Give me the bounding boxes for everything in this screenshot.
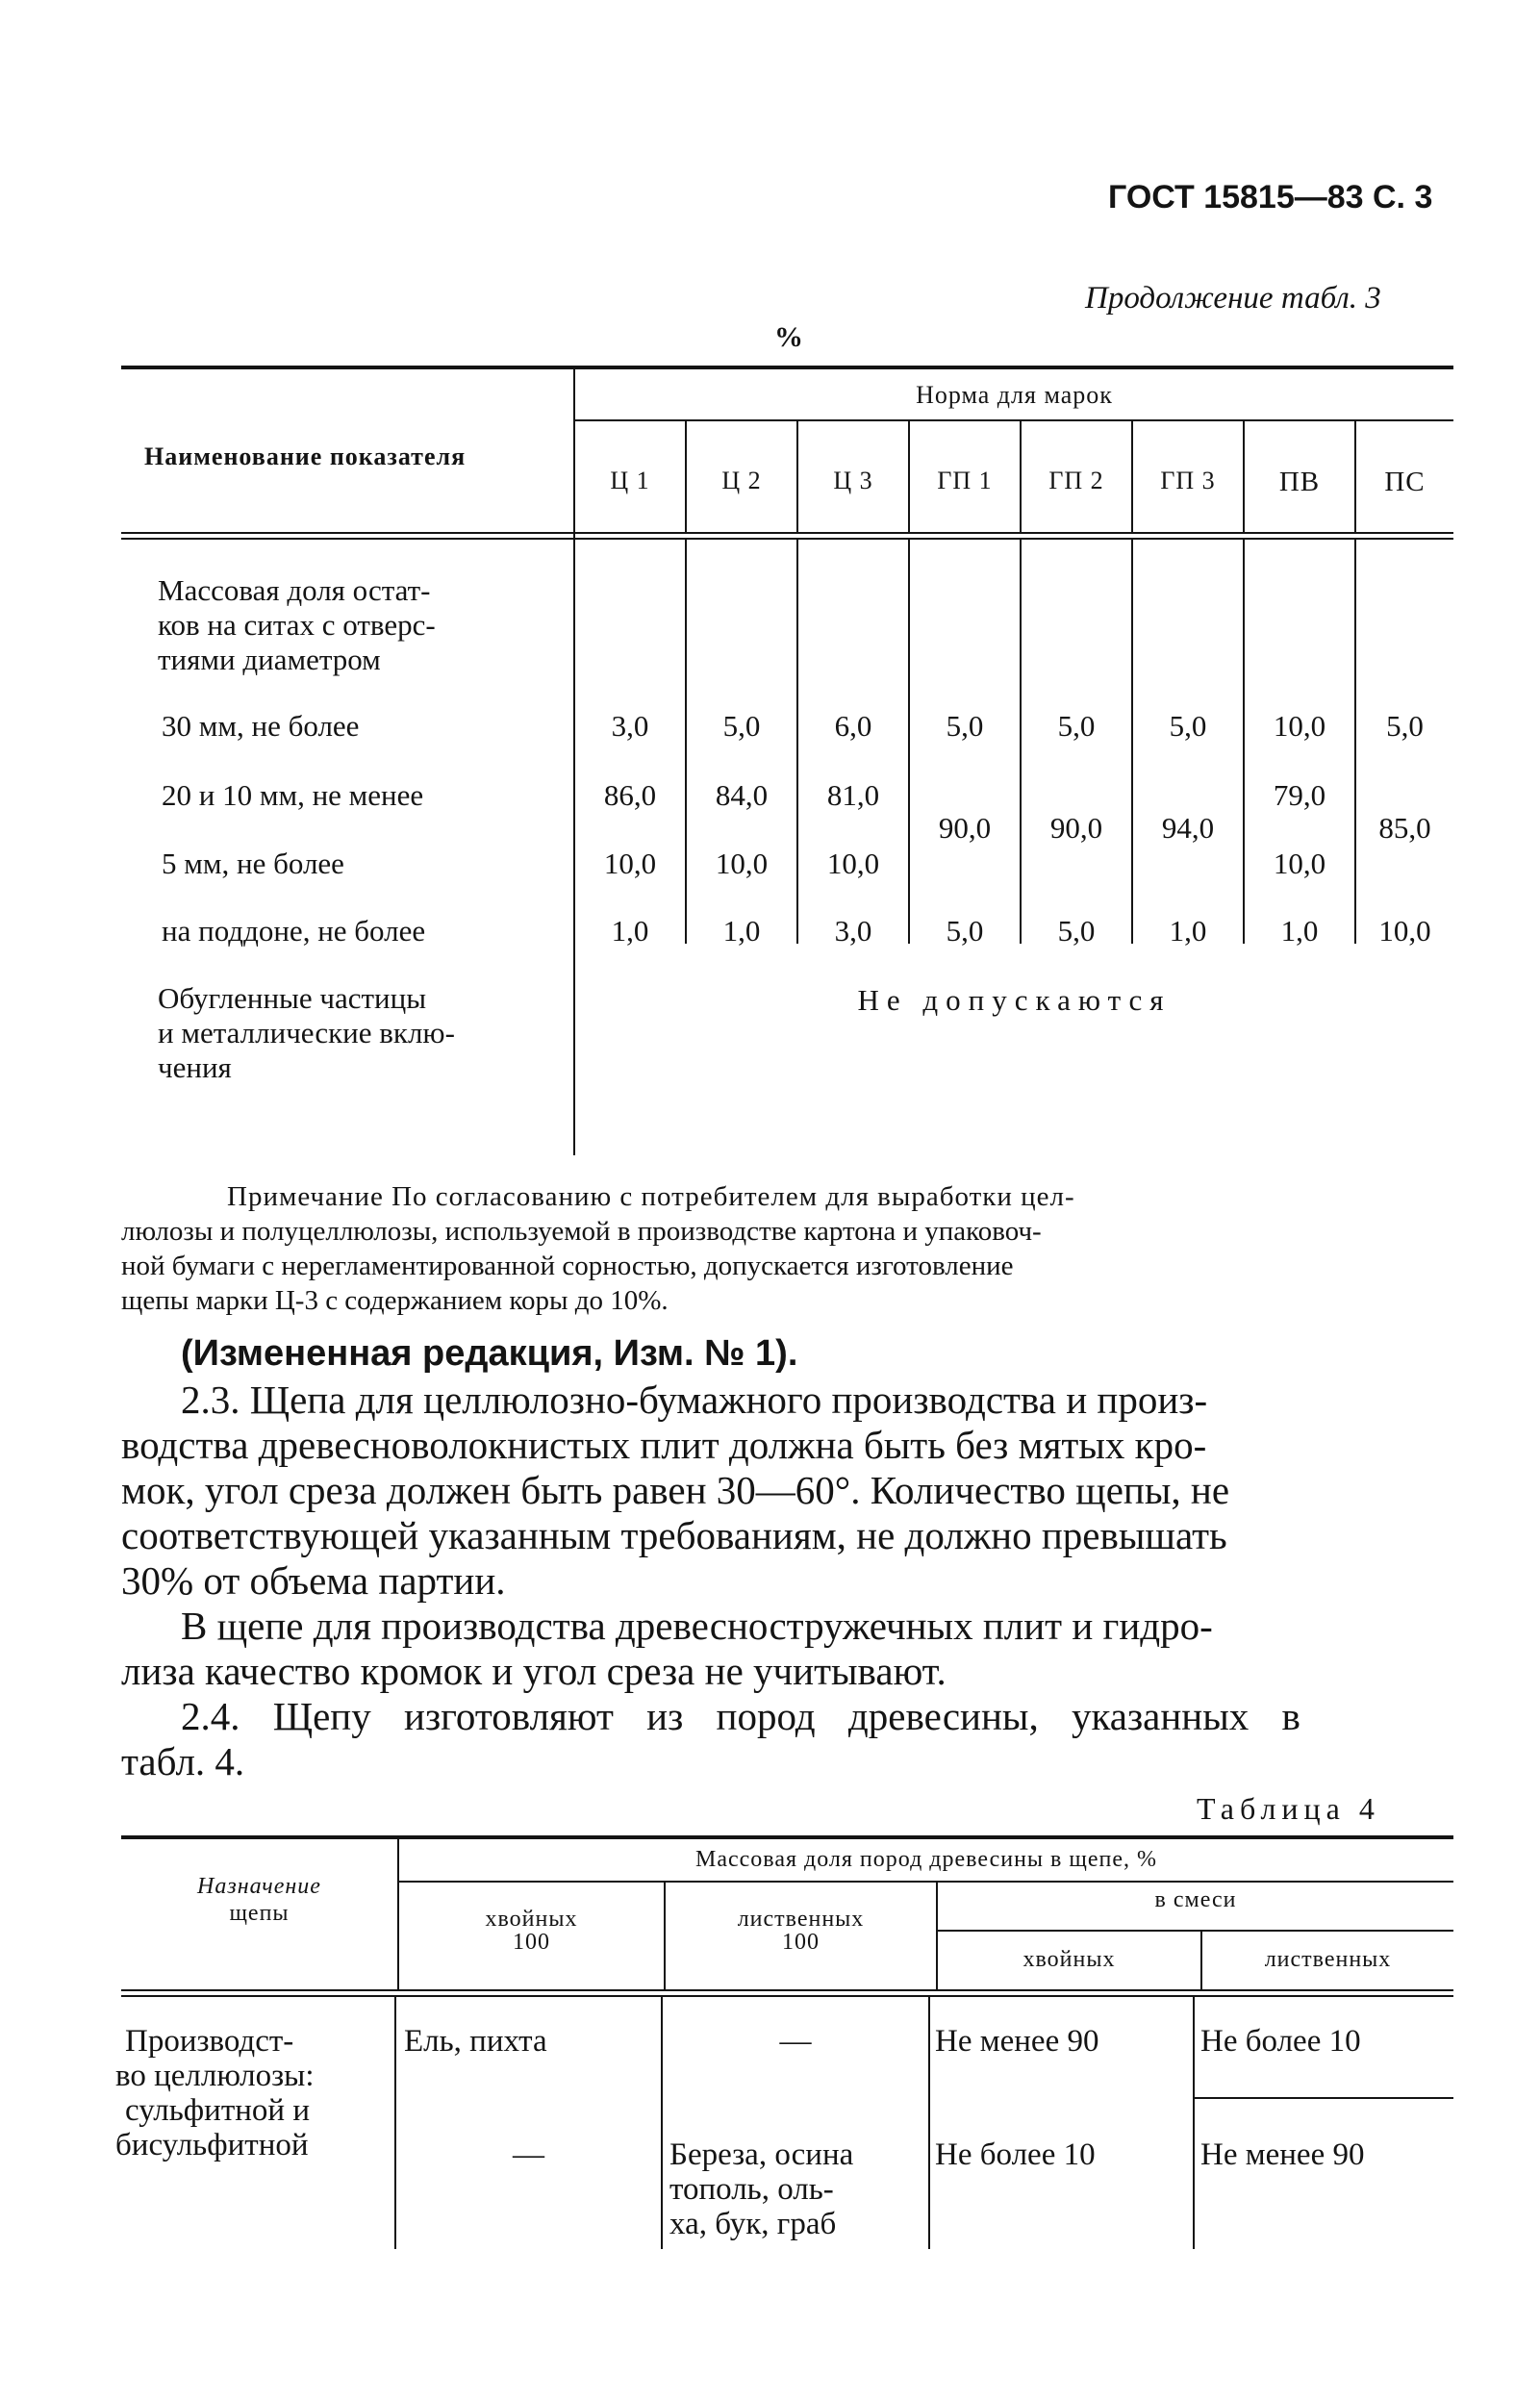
paragraph-line: мок, угол среза должен быть равен 30—60°. Количество щепы, не: [121, 1468, 1230, 1512]
value-cell: 10,0: [1273, 847, 1326, 880]
row-label: 20 и 10 мм, не менее: [162, 778, 424, 812]
mix-deciduous-header: лиственных: [1264, 1947, 1392, 1972]
merged-value-cell: 90,0: [938, 811, 992, 845]
coniferous-header: хвойных: [485, 1907, 578, 1932]
species-cell: Не более 10: [1200, 2024, 1361, 2059]
note-line: ной бумаги с нерегламентированной сорностью, допускается изготовление: [121, 1251, 1014, 1281]
value-cell: 10,0: [1378, 914, 1431, 948]
species-group-header: Массовая доля пород древесины в щепе, %: [695, 1847, 1157, 1872]
value-cell: 5,0: [1057, 914, 1096, 948]
value-cell: 5,0: [722, 709, 761, 743]
value-cell: 5,0: [946, 914, 984, 948]
value-cell: 79,0: [1273, 778, 1326, 812]
purpose-cell: бисульфитной: [115, 2128, 309, 2162]
table-header-rule-2: [121, 538, 1453, 540]
row-label: Массовая доля остат-: [158, 573, 431, 607]
paragraph-line: 2.4. Щепу изготовляют из пород древесины, указанных в: [181, 1694, 1300, 1738]
row-label: чения: [158, 1050, 232, 1084]
species-cell: тополь, оль-: [669, 2172, 834, 2207]
purpose-cell: сульфитной и: [125, 2093, 310, 2128]
charred-value: Не допускаются: [857, 983, 1172, 1017]
purpose-cell: во целлюлозы:: [115, 2059, 315, 2093]
paragraph-line: лиза качество кромок и угол среза не учитывают.: [121, 1649, 947, 1693]
paragraph-line: 30% от объема партии.: [121, 1558, 506, 1603]
purpose-cell: Производст-: [125, 2024, 294, 2059]
col-divider: [394, 1997, 396, 2249]
table-header-rule-1: [121, 532, 1453, 534]
note-line: щепы марки Ц-3 с содержанием коры до 10%.: [121, 1285, 669, 1316]
grades-group-header: Норма для марок: [916, 381, 1113, 409]
paragraph-line: 2.3. Щепа для целлюлозно-бумажного производства и произ-: [181, 1378, 1208, 1422]
coniferous-header-value: 100: [513, 1930, 550, 1955]
value-cell: 1,0: [1169, 914, 1207, 948]
value-cell: 6,0: [834, 709, 872, 743]
grade-header: Ц 3: [833, 467, 873, 494]
row-label: и металлические вклю-: [158, 1016, 455, 1049]
merged-value-cell: 85,0: [1378, 811, 1431, 845]
value-cell: 10,0: [715, 847, 769, 880]
note-line: Примечание По согласованию с потребителем для выработки цел-: [227, 1181, 1075, 1212]
species-cell: —: [779, 2024, 812, 2059]
species-cell: —: [513, 2137, 544, 2172]
grade-header: ГП 1: [937, 467, 993, 494]
paragraph-line: табл. 4.: [121, 1739, 245, 1783]
grade-header: ПВ: [1278, 467, 1321, 497]
grade-header: ПС: [1384, 467, 1426, 497]
col-divider: [1193, 1997, 1195, 2249]
value-cell: 5,0: [1169, 709, 1207, 743]
table-top-rule: [121, 366, 1453, 369]
value-cell: 10,0: [1273, 709, 1326, 743]
value-cell: 5,0: [946, 709, 984, 743]
deciduous-header-value: 100: [782, 1930, 820, 1955]
value-cell: 3,0: [834, 914, 872, 948]
deciduous-header: лиственных: [737, 1907, 865, 1932]
species-cell: Не менее 90: [935, 2024, 1099, 2059]
table-4-caption: Таблица 4: [1197, 1791, 1380, 1826]
table-header-rule-1: [121, 1989, 1453, 1991]
value-cell: 1,0: [611, 914, 649, 948]
col-divider: [928, 1997, 930, 2249]
note-line: люлозы и полуцеллюлозы, используемой в производстве картона и упаковоч-: [121, 1216, 1042, 1247]
row-label: 5 мм, не более: [162, 847, 344, 880]
species-cell: Не менее 90: [1200, 2137, 1365, 2172]
species-cell: ха, бук, граб: [669, 2207, 837, 2241]
species-cell: Ель, пихта: [404, 2024, 547, 2059]
value-cell: 3,0: [611, 709, 649, 743]
mix-coniferous-header: хвойных: [1022, 1947, 1116, 1972]
unit-label: %: [774, 321, 803, 353]
species-cell: Береза, осина: [669, 2137, 854, 2172]
value-cell: 86,0: [603, 778, 657, 812]
mix-header: в смеси: [1154, 1887, 1237, 1912]
paragraph-line: водства древесноволокнистых плит должна быть без мятых кро-: [121, 1423, 1207, 1467]
merged-value-cell: 90,0: [1049, 811, 1103, 845]
paragraph-line: соответствующей указанным требованиям, не должно превышать: [121, 1513, 1227, 1557]
merged-value-cell: 94,0: [1161, 811, 1215, 845]
row-label: ков на ситах с отверс-: [158, 608, 436, 642]
group-header-rule: [399, 1881, 1453, 1883]
paragraph-line: В щепе для производства древесностружечных плит и гидро-: [181, 1604, 1213, 1648]
row-label: тиями диаметром: [158, 643, 381, 676]
purpose-column-header: Назначение: [197, 1874, 321, 1899]
table-header-rule-2: [121, 1995, 1453, 1997]
grade-header: Ц 2: [721, 467, 762, 494]
row-divider: [1195, 2097, 1453, 2099]
indicator-column-header: Наименование показателя: [144, 442, 467, 470]
value-cell: 1,0: [722, 914, 761, 948]
mix-header-rule: [938, 1930, 1453, 1932]
table-top-rule: [121, 1835, 1453, 1839]
group-header-rule: [575, 419, 1453, 421]
row-label: Обугленные частицы: [158, 981, 427, 1015]
row-label: на поддоне, не более: [162, 914, 426, 948]
page-header: ГОСТ 15815—83 С. 3: [1108, 179, 1433, 215]
amendment-note: (Измененная редакция, Изм. № 1).: [181, 1333, 798, 1374]
grade-header: ГП 3: [1160, 467, 1216, 494]
grade-header: Ц 1: [610, 467, 650, 494]
value-cell: 5,0: [1057, 709, 1096, 743]
value-cell: 10,0: [603, 847, 657, 880]
purpose-column-header: щепы: [229, 1901, 290, 1926]
value-cell: 84,0: [715, 778, 769, 812]
row-label: 30 мм, не более: [162, 709, 360, 743]
value-cell: 1,0: [1280, 914, 1319, 948]
table-continuation-label: Продолжение табл. 3: [1085, 281, 1381, 316]
value-cell: 10,0: [826, 847, 880, 880]
value-cell: 81,0: [826, 778, 880, 812]
value-cell: 5,0: [1386, 709, 1424, 743]
species-cell: Не более 10: [935, 2137, 1096, 2172]
grade-header: ГП 2: [1048, 467, 1104, 494]
